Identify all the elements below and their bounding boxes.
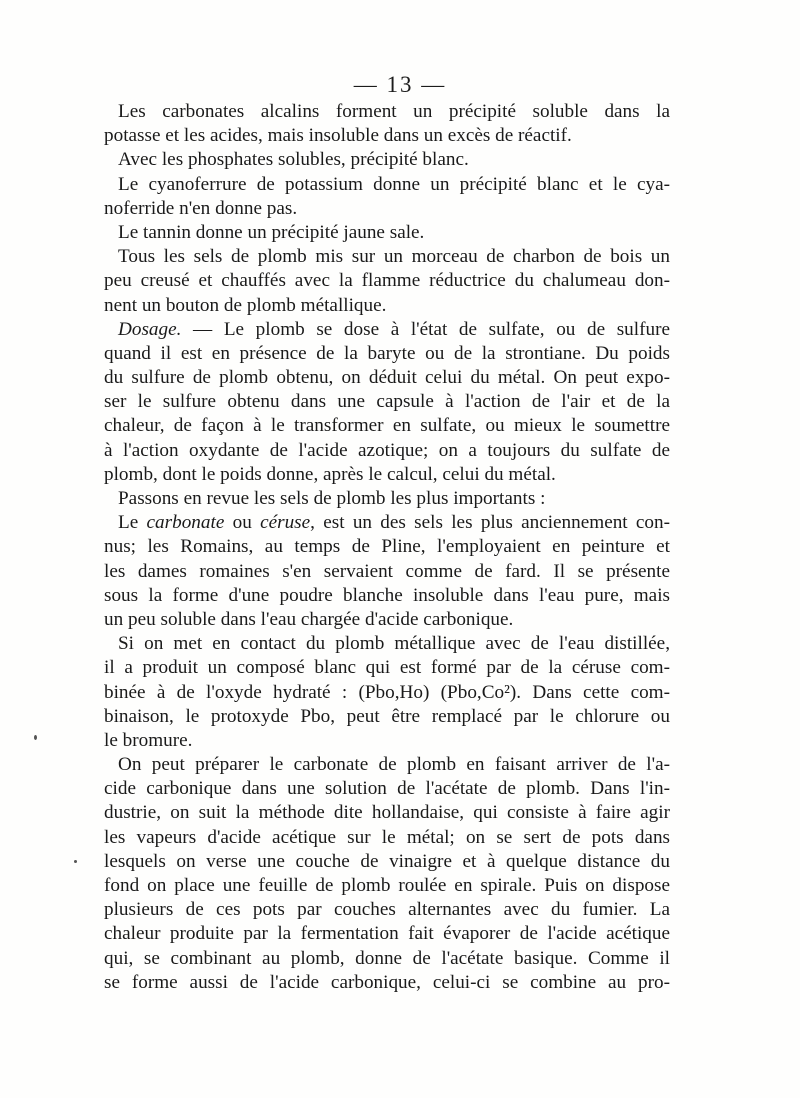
text-segment: qui, se combinant au plomb, donne de l'acétate basique. Comme il bbox=[104, 947, 670, 969]
italic-term: céruse bbox=[260, 512, 311, 534]
text-line bbox=[104, 705, 670, 729]
text-line bbox=[104, 826, 670, 850]
text-line bbox=[104, 245, 670, 269]
text-line bbox=[104, 898, 670, 922]
text-segment: — Le plomb se dose à l'état de sulfate, ou de sulfure bbox=[181, 318, 670, 340]
italic-term: Dosage. bbox=[118, 318, 182, 340]
text-segment: les vapeurs d'acide acétique sur le métal; on se sert de pots dans bbox=[104, 826, 670, 848]
scan-speck bbox=[74, 860, 77, 863]
text-line bbox=[104, 971, 670, 995]
text-line bbox=[104, 801, 670, 825]
text-segment: Le bbox=[118, 512, 147, 534]
text-line bbox=[104, 342, 670, 366]
text-segment: ser le sulfure obtenu dans une capsule à l'action de l'air et de la bbox=[104, 391, 670, 413]
text-line bbox=[104, 148, 670, 172]
text-line bbox=[104, 366, 670, 390]
text-segment: nus; les Romains, au temps de Pline, l'employaient en peinture et bbox=[104, 536, 670, 558]
text-line bbox=[104, 753, 670, 777]
text-line bbox=[104, 729, 670, 753]
text-line bbox=[104, 463, 670, 487]
text-segment: , est un des sels les plus anciennement con- bbox=[310, 512, 671, 534]
text-segment: chaleur produite par la fermentation fait évaporer de l'acide acétique bbox=[104, 923, 670, 945]
text-segment: Si on met en contact du plomb métallique avec de l'eau distillée, bbox=[118, 633, 670, 655]
text-line bbox=[104, 439, 670, 463]
paragraph bbox=[104, 100, 670, 148]
paragraph bbox=[104, 173, 670, 221]
text-line bbox=[104, 947, 670, 971]
text-line bbox=[104, 124, 670, 148]
text-line bbox=[104, 560, 670, 584]
paragraph bbox=[104, 487, 670, 511]
text-segment: lesquels on verse une couche de vinaigre et à quelque distance du bbox=[104, 850, 670, 872]
text-line bbox=[104, 681, 670, 705]
text-segment: sous la forme d'une poudre blanche insoluble dans l'eau pure, mais bbox=[104, 584, 670, 606]
body-text bbox=[104, 100, 670, 995]
text-line bbox=[104, 100, 670, 124]
text-line bbox=[104, 777, 670, 801]
text-segment: noferride n'en donne pas. bbox=[104, 197, 298, 219]
text-segment: un peu soluble dans l'eau chargée d'acide carbonique. bbox=[104, 608, 514, 630]
text-line bbox=[104, 197, 670, 221]
text-segment: Les carbonates alcalins forment un précipité soluble dans la bbox=[118, 101, 670, 122]
text-segment: plomb, dont le poids donne, après le calcul, celui du métal. bbox=[104, 463, 556, 485]
text-segment: binaison, le protoxyde Pbo, peut être remplacé par le chlorure ou bbox=[104, 705, 670, 727]
text-line bbox=[104, 608, 670, 632]
text-line bbox=[104, 584, 670, 608]
text-line bbox=[104, 269, 670, 293]
text-line bbox=[104, 390, 670, 414]
paragraph bbox=[104, 221, 670, 245]
text-line bbox=[104, 535, 670, 559]
paragraph bbox=[104, 245, 670, 318]
text-line bbox=[104, 294, 670, 318]
paragraph bbox=[104, 753, 670, 995]
scan-speck bbox=[34, 735, 37, 740]
text-segment: binée à de l'oxyde hydraté : (Pbo,Ho) (Pbo,Co²). Dans cette com- bbox=[104, 681, 670, 703]
paragraph bbox=[104, 148, 670, 172]
text-segment: chaleur, de façon à le transformer en sulfate, ou mieux le soumettre bbox=[104, 415, 670, 437]
text-segment: le bromure. bbox=[104, 729, 193, 751]
paragraph bbox=[104, 511, 670, 632]
page-number: — 13 — bbox=[353, 72, 447, 97]
text-line bbox=[104, 656, 670, 680]
paragraph bbox=[104, 318, 670, 487]
text-segment: peu creusé et chauffés avec la flamme réductrice du chalumeau don- bbox=[104, 270, 670, 292]
italic-term: carbonate bbox=[146, 512, 225, 534]
text-line bbox=[104, 632, 670, 656]
text-segment: fond on place une feuille de plomb roulée en spirale. Puis on dispose bbox=[104, 875, 670, 896]
text-segment: du sulfure de plomb obtenu, on déduit celui du métal. On peut expo- bbox=[104, 367, 670, 389]
text-segment: cide carbonique dans une solution de l'acétate de plomb. Dans l'in- bbox=[104, 778, 670, 800]
text-line bbox=[104, 511, 670, 535]
text-segment: plusieurs de ces pots par couches alternantes avec du fumier. La bbox=[104, 899, 670, 921]
text-line bbox=[104, 414, 670, 438]
text-segment: Le tannin donne un précipité jaune sale. bbox=[118, 221, 425, 243]
text-segment: il a produit un composé blanc qui est formé par de la céruse com- bbox=[104, 657, 670, 679]
text-line bbox=[104, 221, 670, 245]
text-segment: dustrie, on suit la méthode dite hollandaise, qui consiste à faire agir bbox=[104, 802, 670, 824]
text-line bbox=[104, 922, 670, 946]
text-segment: Tous les sels de plomb mis sur un morceau de charbon de bois un bbox=[118, 246, 670, 268]
text-segment: quand il est en présence de la baryte ou de la strontiane. Du poids bbox=[104, 342, 670, 364]
text-line bbox=[104, 173, 670, 197]
text-line bbox=[104, 487, 670, 511]
text-line bbox=[104, 874, 670, 898]
text-segment: les dames romaines s'en servaient comme de fard. Il se présente bbox=[104, 560, 670, 582]
text-segment: nent un bouton de plomb métallique. bbox=[104, 294, 387, 316]
text-line bbox=[104, 318, 670, 342]
text-segment: à l'action oxydante de l'acide azotique; on a toujours du sulfate de bbox=[104, 439, 670, 461]
text-segment: On peut préparer le carbonate de plomb en faisant arriver de l'a- bbox=[118, 754, 670, 776]
text-segment: Avec les phosphates solubles, précipité blanc. bbox=[118, 149, 469, 171]
text-segment: Passons en revue les sels de plomb les plus importants : bbox=[118, 488, 546, 509]
text-segment: Le cyanoferrure de potassium donne un précipité blanc et le cya- bbox=[118, 173, 670, 195]
text-segment: potasse et les acides, mais insoluble dans un excès de réactif. bbox=[104, 125, 572, 147]
text-segment: se forme aussi de l'acide carbonique, celui-ci se combine au pro- bbox=[104, 971, 670, 993]
text-segment: ou bbox=[224, 512, 261, 534]
paragraph bbox=[104, 632, 670, 753]
text-line bbox=[104, 850, 670, 874]
